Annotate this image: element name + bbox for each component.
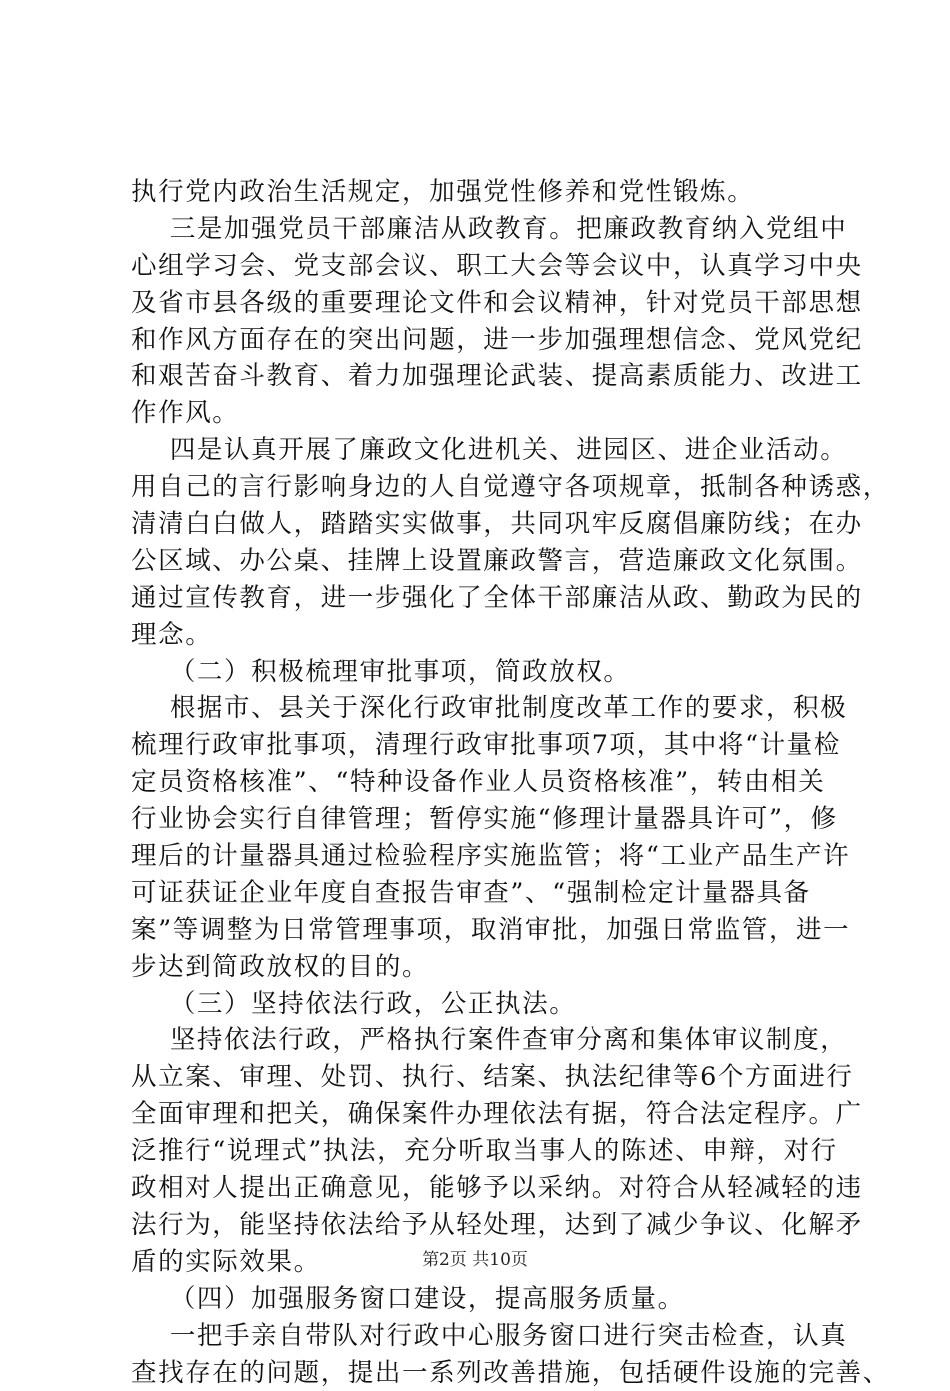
text-line: （三）坚持依法行政，公正执法。 xyxy=(131,986,851,1023)
text-line: 法行为，能坚持依法给予从轻处理，达到了减少争议、化解矛 xyxy=(131,1207,851,1244)
text-line: 步达到简政放权的目的。 xyxy=(131,949,851,986)
text-line: 清清白白做人，踏踏实实做事，共同巩牢反腐倡廉防线；在办 xyxy=(131,506,851,543)
text-line: 公区域、办公桌、挂牌上设置廉政警言，营造廉政文化氛围。 xyxy=(131,543,851,580)
text-line: 三是加强党员干部廉洁从政教育。把廉政教育纳入党组中 xyxy=(131,211,851,248)
text-line: 四是认真开展了廉政文化进机关、进园区、进企业活动。 xyxy=(131,432,851,469)
text-line: 理后的计量器具通过检验程序实施监管；将“工业产品生产许 xyxy=(131,838,851,875)
text-line: 执行党内政治生活规定，加强党性修养和党性锻炼。 xyxy=(131,174,851,211)
text-line: 梳理行政审批事项，清理行政审批事项7项，其中将“计量检 xyxy=(131,727,851,764)
text-line: （四）加强服务窗口建设，提高服务质量。 xyxy=(131,1281,851,1318)
text-line: 坚持依法行政，严格执行案件查审分离和集体审议制度， xyxy=(131,1022,851,1059)
text-line: 理念。 xyxy=(131,617,851,654)
text-line: 全面审理和把关，确保案件办理依法有据，符合法定程序。广 xyxy=(131,1096,851,1133)
text-line: 盾的实际效果。 xyxy=(131,1244,851,1281)
text-line: 用自己的言行影响身边的人自觉遵守各项规章，抵制各种诱惑， xyxy=(131,469,851,506)
text-line: 定员资格核准”、“特种设备作业人员资格核准”，转由相关 xyxy=(131,764,851,801)
text-line: 根据市、县关于深化行政审批制度改革工作的要求，积极 xyxy=(131,690,851,727)
text-line: 作作风。 xyxy=(131,395,851,432)
document-body xyxy=(131,174,851,1391)
page-footer: 第2页 共10页 xyxy=(0,1245,950,1270)
text-line: 和作风方面存在的突出问题，进一步加强理想信念、党风党纪 xyxy=(131,322,851,359)
text-line: 和艰苦奋斗教育、着力加强理论武装、提高素质能力、改进工 xyxy=(131,358,851,395)
text-line: 一把手亲自带队对行政中心服务窗口进行突击检查，认真 xyxy=(131,1318,851,1355)
text-line: 政相对人提出正确意见，能够予以采纳。对符合从轻减轻的违 xyxy=(131,1170,851,1207)
text-line: 可证获证企业年度自查报告审查”、“强制检定计量器具备 xyxy=(131,875,851,912)
text-line: 泛推行“说理式”执法，充分听取当事人的陈述、申辩，对行 xyxy=(131,1133,851,1170)
text-line: 通过宣传教育，进一步强化了全体干部廉洁从政、勤政为民的 xyxy=(131,580,851,617)
text-line: 从立案、审理、处罚、执行、结案、执法纪律等6个方面进行 xyxy=(131,1059,851,1096)
text-line: （二）积极梳理审批事项，简政放权。 xyxy=(131,654,851,691)
text-line: 及省市县各级的重要理论文件和会议精神，针对党员干部思想 xyxy=(131,285,851,322)
text-line: 心组学习会、党支部会议、职工大会等会议中，认真学习中央 xyxy=(131,248,851,285)
text-line: 查找存在的问题，提出一系列改善措施，包括硬件设施的完善、 xyxy=(131,1355,851,1391)
text-line: 案”等调整为日常管理事项，取消审批，加强日常监管，进一 xyxy=(131,912,851,949)
text-line: 行业协会实行自律管理；暂停实施“修理计量器具许可”，修 xyxy=(131,801,851,838)
